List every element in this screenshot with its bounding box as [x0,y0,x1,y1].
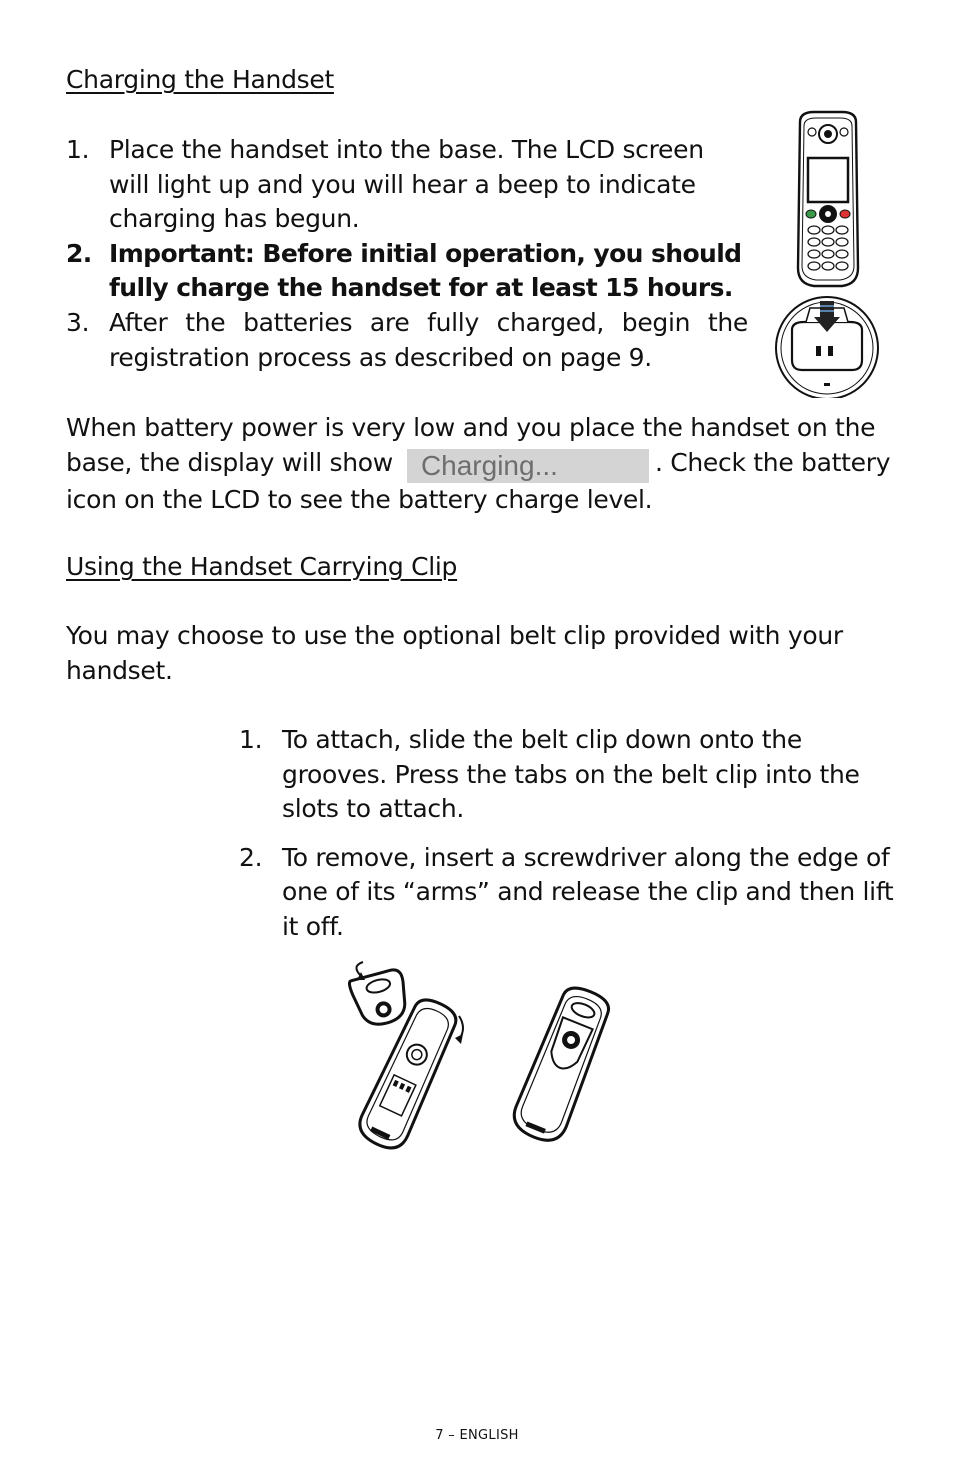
charging-step-3: 3. After the batteries are fully charged, begin the registration process as described on page 9. [66,307,748,372]
charging-heading: Charging the Handset [66,65,334,94]
handset-in-base-icon [770,108,884,398]
charging-steps [66,133,748,375]
low-battery-paragraph: When battery power is very low and you place the handset on the base, the display will show Charging... . Check the battery icon on the LCD to see the battery charge level. [66,413,891,514]
clip-heading: Using the Handset Carrying Clip [66,552,458,581]
clip-step-2: 2. To remove, insert a screwdriver along the edge of one of its “arms” and release the clip and then lift it off. [239,842,894,941]
page-footer: 7 – ENGLISH [435,1428,519,1443]
clip-steps [239,723,899,945]
lcd-charging-display: Charging... [407,449,649,483]
clip-intro: You may choose to use the optional belt clip provided with your handset. [66,621,843,685]
charging-step-1: 1. Place the handset into the base. The LCD screen will light up and you will hear a beep to indicate charging has begun. [66,135,704,234]
charging-step-2: 2. Important: Before initial operation, you should fully charge the handset for at least 15 hours. [66,238,742,303]
clip-step-1: 1. To attach, slide the belt clip down onto the grooves. Press the tabs on the belt clip into the slots to attach. [239,725,860,824]
belt-clip-icon [335,960,625,1170]
